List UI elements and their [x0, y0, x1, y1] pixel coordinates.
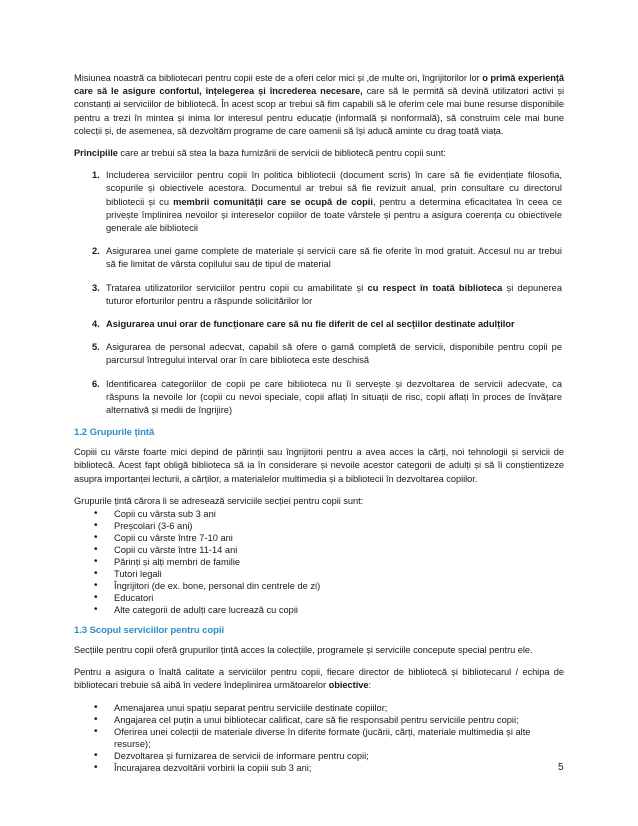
target-group-item: • Tutori legali: [74, 568, 564, 580]
target-group-item: • Preșcolari (3-6 ani): [74, 520, 564, 532]
objective-item: • Amenajarea unui spațiu separat pentru serviciile destinate copiilor;: [74, 702, 564, 714]
principle-number: 6.: [92, 378, 100, 389]
principle-item: [74, 341, 564, 367]
principle-item: [74, 282, 564, 308]
target-group-item: • Copii cu vârste între 11-14 ani: [74, 544, 564, 556]
target-group-item: • Alte categorii de adulți care lucrează cu copii: [74, 604, 564, 616]
principle-text: , pentru a determina eficacitatea în ceea ce privește împlinirea nevoilor și intereselor copiilor de toate vârstele și pentru a asigura coerența cu obiectivele generale ale bibliotecii: [106, 196, 562, 234]
objectives-colon: :: [368, 680, 372, 691]
principle-text: Identificarea categoriilor de copii pe care biblioteca nu îi servește și dezvoltarea de servicii adecvate, ca răspuns la nevoile lor (copii cu nevoi speciale, copii aflați în situații de risc, copii aflați în proces de învățare alternativă și medii de îngrijire): [106, 378, 562, 416]
section-heading-target-groups: 1.2 Grupurile țintă: [74, 427, 155, 439]
principle-text: Asigurarea de personal adecvat, capabil să ofere o gamă completă de servicii, disponibile pentru copii pe parcursul întregului interval orar în care biblioteca este deschisă: [106, 342, 562, 366]
principle-number: 5.: [92, 342, 100, 353]
principle-text: și depunerea tuturor eforturilor pentru a răspunde solicitărilor lor: [106, 282, 563, 306]
objectives-list: [74, 702, 564, 774]
intro-text-1: Misiunea noastră ca bibliotecari pentru copii este de a oferi celor mici și ,de multe ori, îngrijitorilor lor: [74, 73, 483, 83]
target-group-item: • Îngrijitori (de ex. bone, personal din centrele de zi): [74, 580, 564, 592]
objectives-intro: [74, 666, 564, 692]
objective-item: • Dezvoltarea și furnizarea de servicii de informare pentru copii;: [74, 750, 564, 762]
principles-list: [74, 169, 564, 417]
target-groups-list: [74, 508, 564, 616]
target-group-item: • Copii cu vârste între 7-10 ani: [74, 532, 564, 544]
principle-item: [74, 318, 564, 331]
intro-paragraph: [74, 72, 564, 138]
principle-emphasis: cu respect în toată biblioteca: [367, 282, 503, 293]
principle-text: Tratarea utilizatorilor serviciilor pentru copii cu amabilitate și: [106, 282, 368, 293]
principle-number: 1.: [92, 170, 100, 181]
principles-label: Principiile: [74, 148, 118, 159]
document-page: [74, 72, 564, 783]
intro-text-2: care să le permită să devină utilizatori activi și constanți ai serviciilor de bibliotecă. În acest scop ar trebui să fim capabili să le oferim cele mai bune resurse disponibile pentru a trezi în mintea și inima lor interesul pentru educație (informală și nonformală), să construim cele mai bune colecții și, de asemenea, să dezvoltăm programe de care oamenii să își aducă aminte cu drag toată viața.: [74, 86, 564, 136]
principle-number: 4.: [92, 319, 100, 330]
scope-paragraph: Secțiile pentru copii oferă grupurilor țintă acces la colecțiile, programele și serviciile concepute special pentru ele.: [74, 645, 533, 656]
principle-item: [74, 378, 564, 418]
principle-text: Includerea serviciilor pentru copii în politica bibliotecii (document scris) în care să fie evidențiate filosofia, scopurile și obiectivele acestora. Documentul ar trebui să fie revizuit anual, prin consultare cu directorul bibliotecii și cu: [106, 170, 562, 207]
objectives-label: obiective: [328, 680, 369, 691]
target-group-item: • Părinți și alți membri de familie: [74, 556, 564, 568]
target-groups-paragraph: Copiii cu vârste foarte mici depind de părinții sau îngrijitorii pentru a avea acces la cărți, noi tehnologii și servicii de bibliotecă. Acest fapt obligă biblioteca să ia în considerare și nevoile acestor categorii de adulți și să îi conștientizeze asupra importanței lecturii, a cărților, a materialelor multimedia și a bibliotecii în dezvoltarea copiilor.: [74, 447, 564, 484]
principle-emphasis: membrii comunității care se ocupă de copii: [173, 196, 373, 207]
target-group-item: • Educatori: [74, 592, 564, 604]
page-number: 5: [558, 762, 564, 773]
principles-intro-text: care ar trebui să stea la baza furnizării de servicii de bibliotecă pentru copii sunt:: [117, 148, 446, 159]
section-heading-scope: 1.3 Scopul serviciilor pentru copii: [74, 625, 225, 637]
objective-item: • Încurajarea dezvoltării vorbirii la copiii sub 3 ani;: [74, 762, 564, 774]
objective-item: • Angajarea cel puțin a unui bibliotecar calificat, care să fie responsabil pentru serviciile pentru copii;: [74, 714, 564, 726]
target-groups-list-intro: Grupurile țintă cărora li se adresează serviciile secției pentru copii sunt:: [74, 495, 364, 506]
principle-item: [74, 245, 564, 271]
principle-number: 3.: [92, 282, 100, 293]
principles-intro: [74, 147, 564, 160]
principle-number: 2.: [92, 246, 100, 257]
intro-emphasis: o primă experiență care să le asigure confortul, înțelegerea și încrederea necesare,: [74, 73, 564, 97]
objectives-intro-text: Pentru a asigura o înaltă calitate a serviciilor pentru copii, fiecare director de bibliotecă și bibliotecarul / echipa de bibliotecari trebuie să aibă în vedere îndeplinirea următoarelor: [74, 667, 564, 691]
principle-emphasis: Asigurarea unui orar de funcționare care să nu fie diferit de cel al secțiilor destinate adulților: [106, 319, 515, 330]
principle-item: [74, 169, 564, 235]
objective-item: • Oferirea unei colecții de materiale diverse în diferite formate (jucării, cărți, materiale multimedia și alte resurse);: [74, 726, 564, 750]
target-group-item: • Copii cu vârsta sub 3 ani: [74, 508, 564, 520]
principle-text: Asigurarea unei game complete de materiale și servicii care să fie oferite în mod gratuit. Accesul nu ar trebui să fie limitat de vârsta copilului sau de tipul de material: [106, 246, 562, 270]
